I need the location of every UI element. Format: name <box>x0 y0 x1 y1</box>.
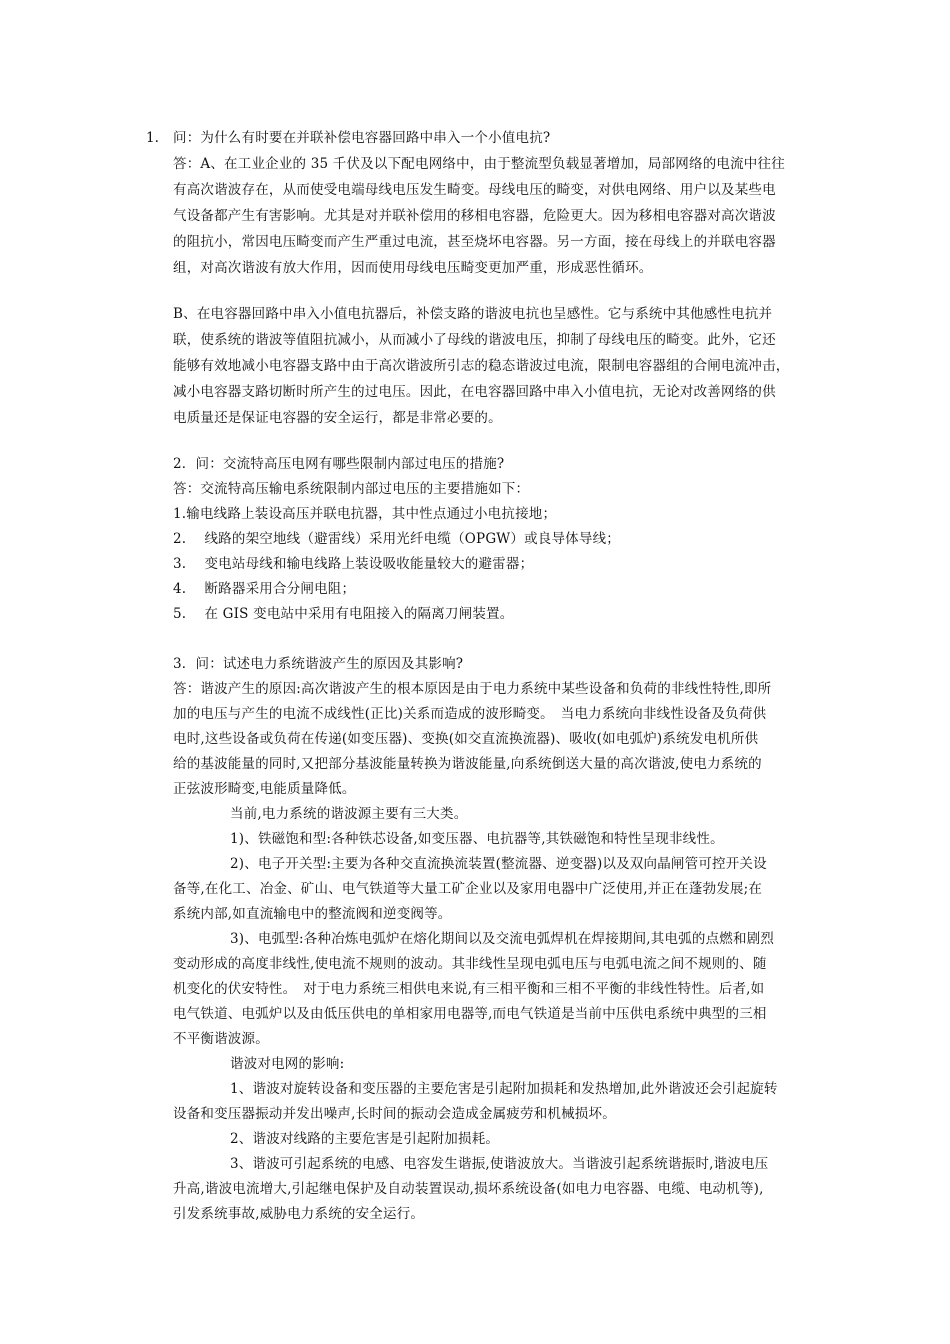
q3-source-2-line: 备等,在化工、冶金、矿山、电气铁道等大量工矿企业以及家用电器中广泛使用,并正在蓬勃发展;在 <box>173 881 763 897</box>
q3-cause-line: 正弦波形畸变,电能质量降低。 <box>173 781 356 797</box>
q3-source-3-line: 变动形成的高度非线性,使电流不规则的波动。其非线性呈现电弧电压与电弧电流之间不规则的、随 <box>173 956 767 972</box>
q3-source-2-line: 2)、电子开关型:主要为各种交直流换流装置(整流器、逆变器)以及双向晶闸管可控开关设 <box>230 856 767 872</box>
q1-answer-b-line: 能够有效地减小电容器支路中由于高次谐波所引志的稳态谐波过电流，限制电容器组的合闸电流冲击， <box>173 358 790 374</box>
q3-source-3-line: 电气铁道、电弧炉以及由低压供电的单相家用电器等,而电气铁道是当前中压供电系统中典型的三相 <box>173 1006 767 1022</box>
q2-item: 2. 线路的架空地线（避雷线）采用光纤电缆（OPGW）或良导体导线； <box>173 531 620 547</box>
q3-impact-1-line: 设备和变压器振动并发出噪声,长时间的振动会造成金属疲劳和机械损坏。 <box>173 1106 616 1122</box>
q1-question: 问：为什么有时要在并联补偿电容器回路中串入一个小值电抗? <box>173 130 551 146</box>
q3-impact-3-line: 引发系统事故,威胁电力系统的安全运行。 <box>173 1206 425 1222</box>
q1-answer-b-line: B、在电容器回路中串入小值电抗器后，补偿支路的谐波电抗也呈感性。它与系统中其他感性电抗并 <box>173 306 773 322</box>
q1-answer-a-line: 答：A、在工业企业的 35 千伏及以下配电网络中，由于整流型负载显著增加，局部网络的电流中往往 <box>173 156 785 172</box>
q3-impact-1-line: 1、谐波对旋转设备和变压器的主要危害是引起附加损耗和发热增加,此外谐波还会引起旋转 <box>230 1081 778 1097</box>
q2-intro: 答：交流特高压输电系统限制内部过电压的主要措施如下： <box>173 481 530 497</box>
q1-answer-a-line: 气设备都产生有害影响。尤其是对并联补偿用的移相电容器，危险更大。因为移相电容器对高次谐波 <box>173 208 776 224</box>
q1-number: 1. <box>146 130 159 146</box>
q3-impact-3-line: 升高,谐波电流增大,引起继电保护及自动装置误动,损坏系统设备(如电力电容器、电缆、电动机等), <box>173 1181 764 1197</box>
q1-answer-b-line: 减小电容器支路切断时所产生的过电压。因此，在电容器回路中串入小值电抗，无论对改善网络的供 <box>173 384 776 400</box>
q3-cause-line: 加的电压与产生的电流不成线性(正比)关系而造成的波形畸变。 当电力系统向非线性设备及负荷供 <box>173 706 767 722</box>
q2-question: 2．问：交流特高压电网有哪些限制内部过电压的措施? <box>173 456 505 472</box>
q2-item: 3. 变电站母线和输电线路上装设吸收能量较大的避雷器； <box>173 556 534 572</box>
q3-source-3-line: 机变化的伏安特性。 对于电力系统三相供电来说,有三相平衡和三相不平衡的非线性特性。后者,如 <box>173 981 765 997</box>
q3-impact-intro: 谐波对电网的影响: <box>230 1056 345 1072</box>
q3-source-2-line: 系统内部,如直流输电中的整流阀和逆变阀等。 <box>173 906 452 922</box>
q3-cause-line: 答：谐波产生的原因:高次谐波产生的根本原因是由于电力系统中某些设备和负荷的非线性特性,即所 <box>173 681 772 697</box>
q3-sources-intro: 当前,电力系统的谐波源主要有三大类。 <box>230 806 468 822</box>
q1-answer-a-line: 组，对高次谐波有放大作用，因而使用母线电压畸变更加严重，形成恶性循环。 <box>173 260 653 276</box>
q1-answer-a-line: 有高次谐波存在，从而使受电端母线电压发生畸变。母线电压的畸变，对供电网络、用户以及某些电 <box>173 182 776 198</box>
q2-item: 5. 在 GIS 变电站中采用有电阻接入的隔离刀闸装置。 <box>173 606 514 622</box>
q3-question: 3．问：试述电力系统谐波产生的原因及其影响? <box>173 656 464 672</box>
q3-source-3-line: 不平衡谐波源。 <box>173 1031 269 1047</box>
q3-source-3-line: 3)、电弧型:各种冶炼电弧炉在熔化期间以及交流电弧焊机在焊接期间,其电弧的点燃和剧烈 <box>230 931 775 947</box>
q3-cause-line: 电时,这些设备或负荷在传递(如变压器)、变换(如交直流换流器)、吸收(如电弧炉)系统发电机所供 <box>173 731 759 747</box>
q1-answer-b-line: 电质量还是保证电容器的安全运行，都是非常必要的。 <box>173 410 502 426</box>
q2-item: 1.输电线路上装设高压并联电抗器，其中性点通过小电抗接地； <box>173 506 557 522</box>
q3-source-1: 1)、铁磁饱和型:各种铁芯设备,如变压器、电抗器等,其铁磁饱和特性呈现非线性。 <box>230 831 724 847</box>
q3-impact-3-line: 3、谐波可引起系统的电感、电容发生谐振,使谐波放大。当谐波引起系统谐振时,谐波电压 <box>230 1156 769 1172</box>
q2-item: 4. 断路器采用合分闸电阻； <box>173 581 356 597</box>
q1-answer-b-line: 联，使系统的谐波等值阻抗减小，从而减小了母线的谐波电压，抑制了母线电压的畸变。此外，它还 <box>173 332 776 348</box>
q1-answer-a-line: 的阻抗小，常因电压畸变而产生严重过电流，甚至烧坏电容器。另一方面，接在母线上的并联电容器 <box>173 234 776 250</box>
q3-cause-line: 给的基波能量的同时,又把部分基波能量转换为谐波能量,向系统倒送大量的高次谐波,使电力系统的 <box>173 756 762 772</box>
q3-impact-2: 2、谐波对线路的主要危害是引起附加损耗。 <box>230 1131 500 1147</box>
